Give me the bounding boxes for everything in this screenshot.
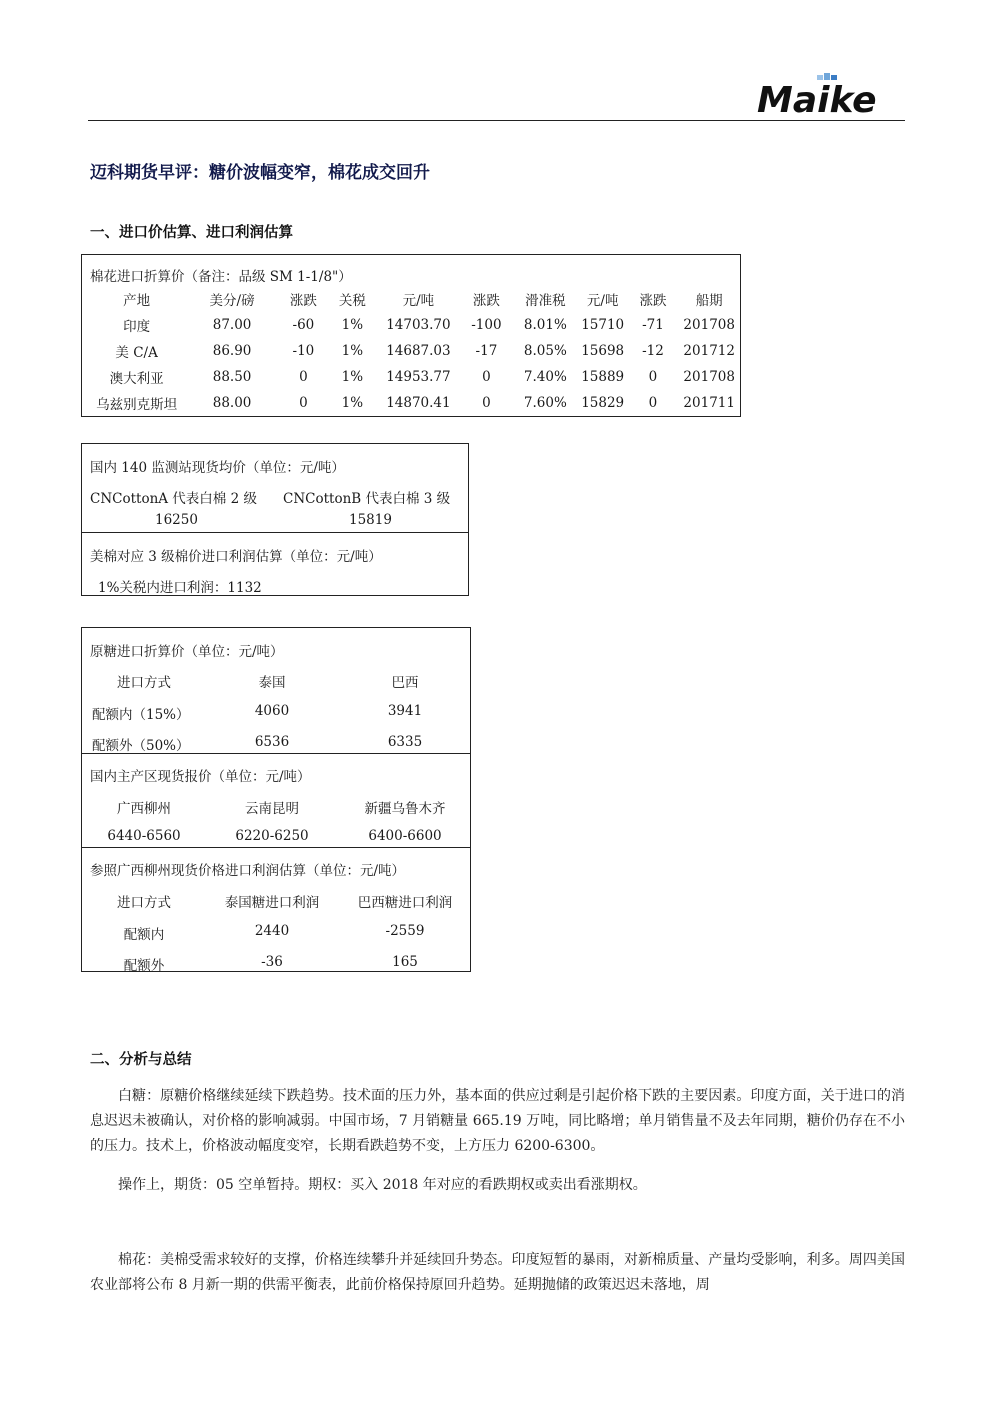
sugar-import-header: 泰国 [258,675,286,691]
sugar-spot-value: 6400-6600 [368,828,442,844]
cell: 美 C/A [115,345,158,361]
cell: 印度 [123,319,151,335]
sugar-import-header: 进口方式 [117,675,171,691]
cell: -71 [642,317,664,333]
cotton-import-table [88,286,740,416]
cell: 1% [341,395,364,411]
cell: 8.01% [523,317,567,333]
table-row [88,390,740,416]
th: 涨跌 [639,293,667,309]
cell: 201711 [683,395,735,411]
cell: 0 [299,395,308,411]
cell: -100 [471,317,502,333]
sugar-spot-header: 云南昆明 [245,801,299,817]
cell: 0 [648,395,658,411]
th: 涨跌 [289,293,317,309]
th: 涨跌 [472,293,500,309]
th: 元/吨 [402,293,435,309]
cell: -10 [292,343,315,359]
cell: 7.60% [523,395,567,411]
cell: -17 [475,343,498,359]
cell: 1% [341,369,364,385]
cell: 15889 [581,369,625,385]
section2-heading: 二、分析与总结 [90,1052,192,1068]
sugar-profit-header: 进口方式 [117,895,171,911]
cotton-analysis-paragraph: 棉花：美棉受需求较好的支撑，价格连续攀升并延续回升势态。印度短暂的暴雨，对新棉质量、产量均受影响，利多。周四美国农业部将公布 8 月新一期的供需平衡表，此前价格保持原回升趋势。延期抛储的政策迟迟未落地，周 [90,1252,905,1293]
sugar-import-cell: 6536 [254,734,290,750]
cell: 87.00 [212,317,252,333]
table-row [88,338,740,364]
cell: 1% [341,343,364,359]
section1-heading: 一、进口价估算、进口利润估算 [90,225,293,241]
cell: 乌兹别克斯坦 [96,397,178,413]
cell: 14703.70 [386,317,451,333]
cell: 88.00 [212,395,252,411]
cell: 86.90 [212,343,252,359]
cell: 1% [341,317,364,333]
cell: 14687.03 [386,343,451,359]
table-row [88,312,740,338]
sugar-spot-value: 6440-6560 [107,828,181,844]
sugar-profit-cell: 配额外 [123,958,165,974]
th: 产地 [123,293,151,309]
cotton-domestic-caption: 国内 140 监测站现货均价（单位：元/吨） [90,460,345,476]
sugar-import-caption: 原糖进口折算价（单位：元/吨） [90,644,284,660]
sugar-import-cell: 配额内（15%） [92,707,190,723]
sugar-spot-header: 新疆乌鲁木齐 [364,801,446,817]
cell: 15698 [581,343,625,359]
sugar-profit-caption: 参照广西柳州现货价格进口利润估算（单位：元/吨） [90,863,406,879]
cell: 0 [482,369,491,385]
sugar-profit-cell: 2440 [254,923,290,939]
cncotton-b-label: CNCottonB 代表白棉 3 级 [283,491,451,507]
sugar-import-cell: 4060 [254,703,290,719]
box-divider [82,847,470,848]
cotton-domestic-box [81,443,469,596]
box-divider [82,753,470,754]
cotton-import-box [81,254,741,417]
sugar-box [81,627,471,972]
box-divider [82,532,468,533]
cell: 15829 [581,395,625,411]
cotton-header-row [88,286,740,312]
th: 元/吨 [586,293,619,309]
document-title: 迈科期货早评：糖价波幅变窄，棉花成交回升 [90,163,430,183]
th: 关税 [338,293,366,309]
sugar-profit-cell: -36 [261,954,283,970]
sugar-profit-cell: 配额内 [123,927,165,943]
cotton-profit-text: 1%关税内进口利润：1132 [98,580,262,596]
cell: 15710 [581,317,625,333]
cell: 7.40% [523,369,567,385]
sugar-import-cell: 配额外（50%） [92,738,190,754]
table-row [88,364,740,390]
cncotton-a-value: 16250 [155,512,198,528]
cell: 0 [648,369,658,385]
cell: 201708 [683,369,735,385]
sugar-profit-header: 巴西糖进口利润 [357,895,453,911]
cell: 0 [299,369,308,385]
maike-logo [755,72,890,118]
cotton-import-caption: 棉花进口折算价（备注：品级 SM 1-1/8"） [90,269,352,285]
cell: 201712 [683,343,735,359]
cell: -60 [292,317,315,333]
th: 美分/磅 [209,293,255,309]
cell: 澳大利亚 [109,371,164,387]
cell: 201708 [683,317,735,333]
cell: 0 [482,395,491,411]
cell: -12 [642,343,664,359]
cell: 14870.41 [386,395,451,411]
sugar-import-cell: 6335 [387,734,423,750]
cncotton-a-label: CNCottonA 代表白棉 2 级 [90,491,257,507]
sugar-spot-value: 6220-6250 [235,828,309,844]
sugar-import-cell: 3941 [387,703,423,719]
cell: 88.50 [212,369,252,385]
header-rule [88,120,905,121]
sugar-profit-cell: 165 [392,954,418,970]
th: 船期 [695,293,723,309]
sugar-profit-header: 泰国糖进口利润 [224,895,320,911]
sugar-spot-caption: 国内主产区现货报价（单位：元/吨） [90,769,311,785]
cotton-profit-caption: 美棉对应 3 级棉价进口利润估算（单位：元/吨） [90,549,382,565]
sugar-profit-cell: -2559 [385,923,425,939]
sugar-operation-paragraph: 操作上，期货：05 空单暂持。期权：买入 2018 年对应的看跌期权或卖出看涨期权。 [118,1177,647,1193]
sugar-spot-header: 广西柳州 [117,801,171,817]
sugar-analysis-paragraph: 白糖：原糖价格继续延续下跌趋势。技术面的压力外，基本面的供应过剩是引起价格下跌的主要因素。印度方面，关于进口的消息迟迟未被确认，对价格的影响减弱。中国市场，7 月销糖量 665.19 万吨，同比略增；单月销售量不及去年同期，糖价仍存在不小的压力。技术上，价格波动幅度变窄，长期看跌趋势不变，上方压力 6200-6300。 [90,1088,905,1154]
logo-wordmark: Maike [757,80,877,118]
cell: 8.05% [523,343,567,359]
sugar-import-header: 巴西 [391,675,419,691]
th: 滑准税 [525,293,566,309]
cell: 14953.77 [386,369,451,385]
cncotton-b-value: 15819 [349,512,392,528]
